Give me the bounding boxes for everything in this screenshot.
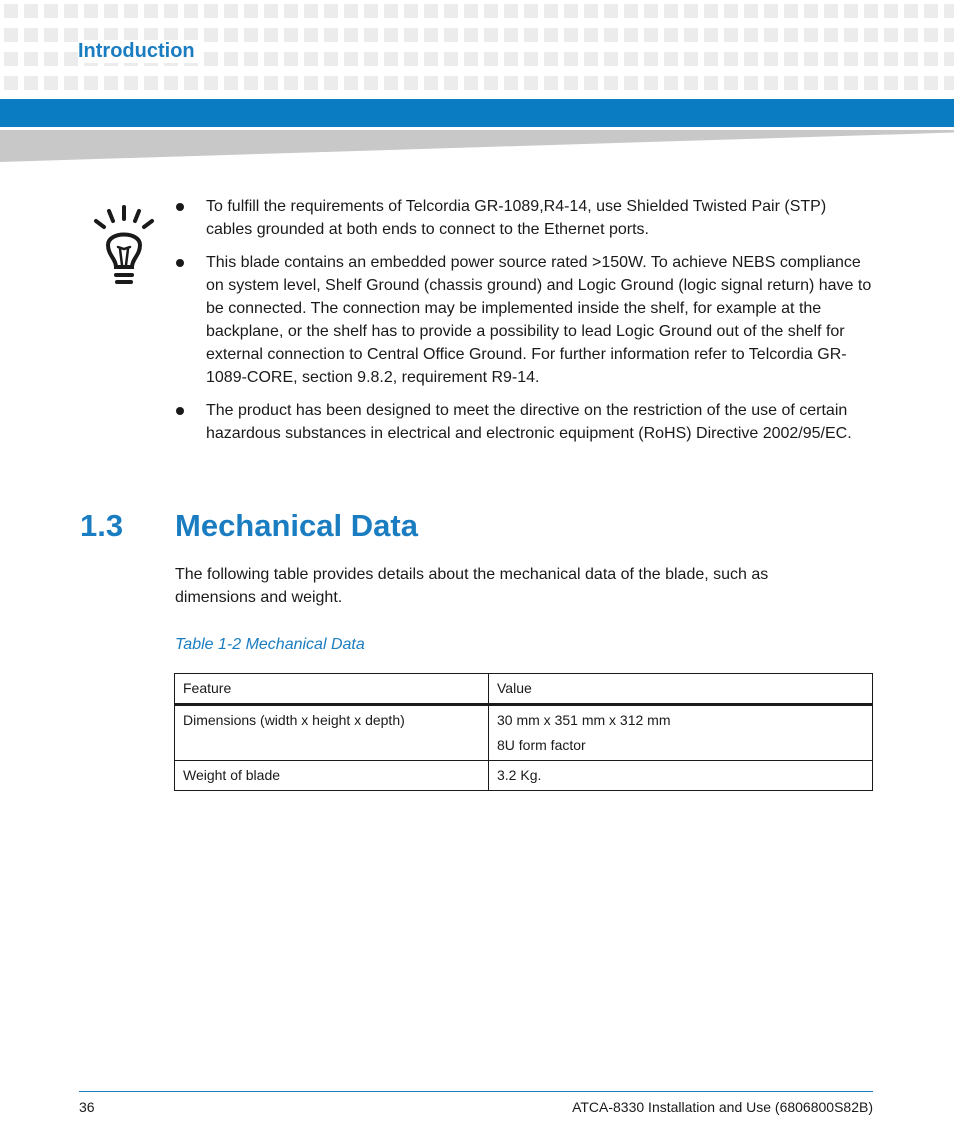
section-heading: Mechanical Data (175, 508, 418, 543)
note-bullet-list (172, 195, 872, 455)
bullet-icon (176, 203, 184, 211)
bullet-text: To fulfill the requirements of Telcordia GR-1089,R4-14, use Shielded Twisted Pair (STP) cables grounded at both ends to connect to the Ethernet ports. (206, 198, 827, 238)
feature-cell: Weight of blade (175, 761, 489, 791)
header-grey-wedge (0, 130, 954, 162)
value-line: 30 mm x 351 mm x 312 mm (497, 712, 671, 728)
feature-cell: Dimensions (width x height x depth) (175, 705, 489, 761)
list-item (172, 399, 872, 445)
footer-doc-title: ATCA-8330 Installation and Use (6806800S82B) (572, 1099, 873, 1115)
table-caption: Table 1-2 Mechanical Data (175, 636, 365, 653)
column-header-value: Value (489, 674, 873, 705)
lightbulb-icon (92, 205, 156, 285)
table-header-row (175, 674, 873, 705)
table-row (175, 705, 873, 761)
list-item (172, 195, 872, 241)
value-line: 3.2 Kg. (497, 767, 542, 783)
bullet-text: This blade contains an embedded power source rated >150W. To achieve NEBS compliance on system level, Shelf Ground (chassis ground) and Logic Ground (logic signal return) have to be connected. The connection may be implemented inside the shelf, for example at the backplane, or the shelf has to provide a possibility to lead Logic Ground out of the shelf for external connection to Central Office Ground. For further information refer to Telcordia GR-1089-CORE, section 9.8.2, requirement R9-14. (206, 254, 872, 386)
value-line: 8U form factor (497, 737, 586, 753)
mechanical-data-table (174, 673, 873, 791)
value-cell (489, 761, 873, 791)
column-header-feature: Feature (175, 674, 489, 705)
table-row (175, 761, 873, 791)
bullet-text: The product has been designed to meet the directive on the restriction of the use of certain hazardous substances in electrical and electronic equipment (RoHS) Directive 2002/95/EC. (206, 402, 852, 442)
footer-divider (79, 1091, 873, 1092)
header-blue-band (0, 99, 954, 127)
section-intro: The following table provides details about the mechanical data of the blade, such as dimensions and weight. (175, 566, 769, 606)
bullet-icon (176, 259, 184, 267)
list-item (172, 251, 872, 389)
bullet-icon (176, 407, 184, 415)
running-section-title: Introduction (78, 40, 201, 63)
page-number: 36 (79, 1099, 95, 1115)
section-number: 1.3 (80, 508, 124, 543)
value-cell (489, 705, 873, 761)
